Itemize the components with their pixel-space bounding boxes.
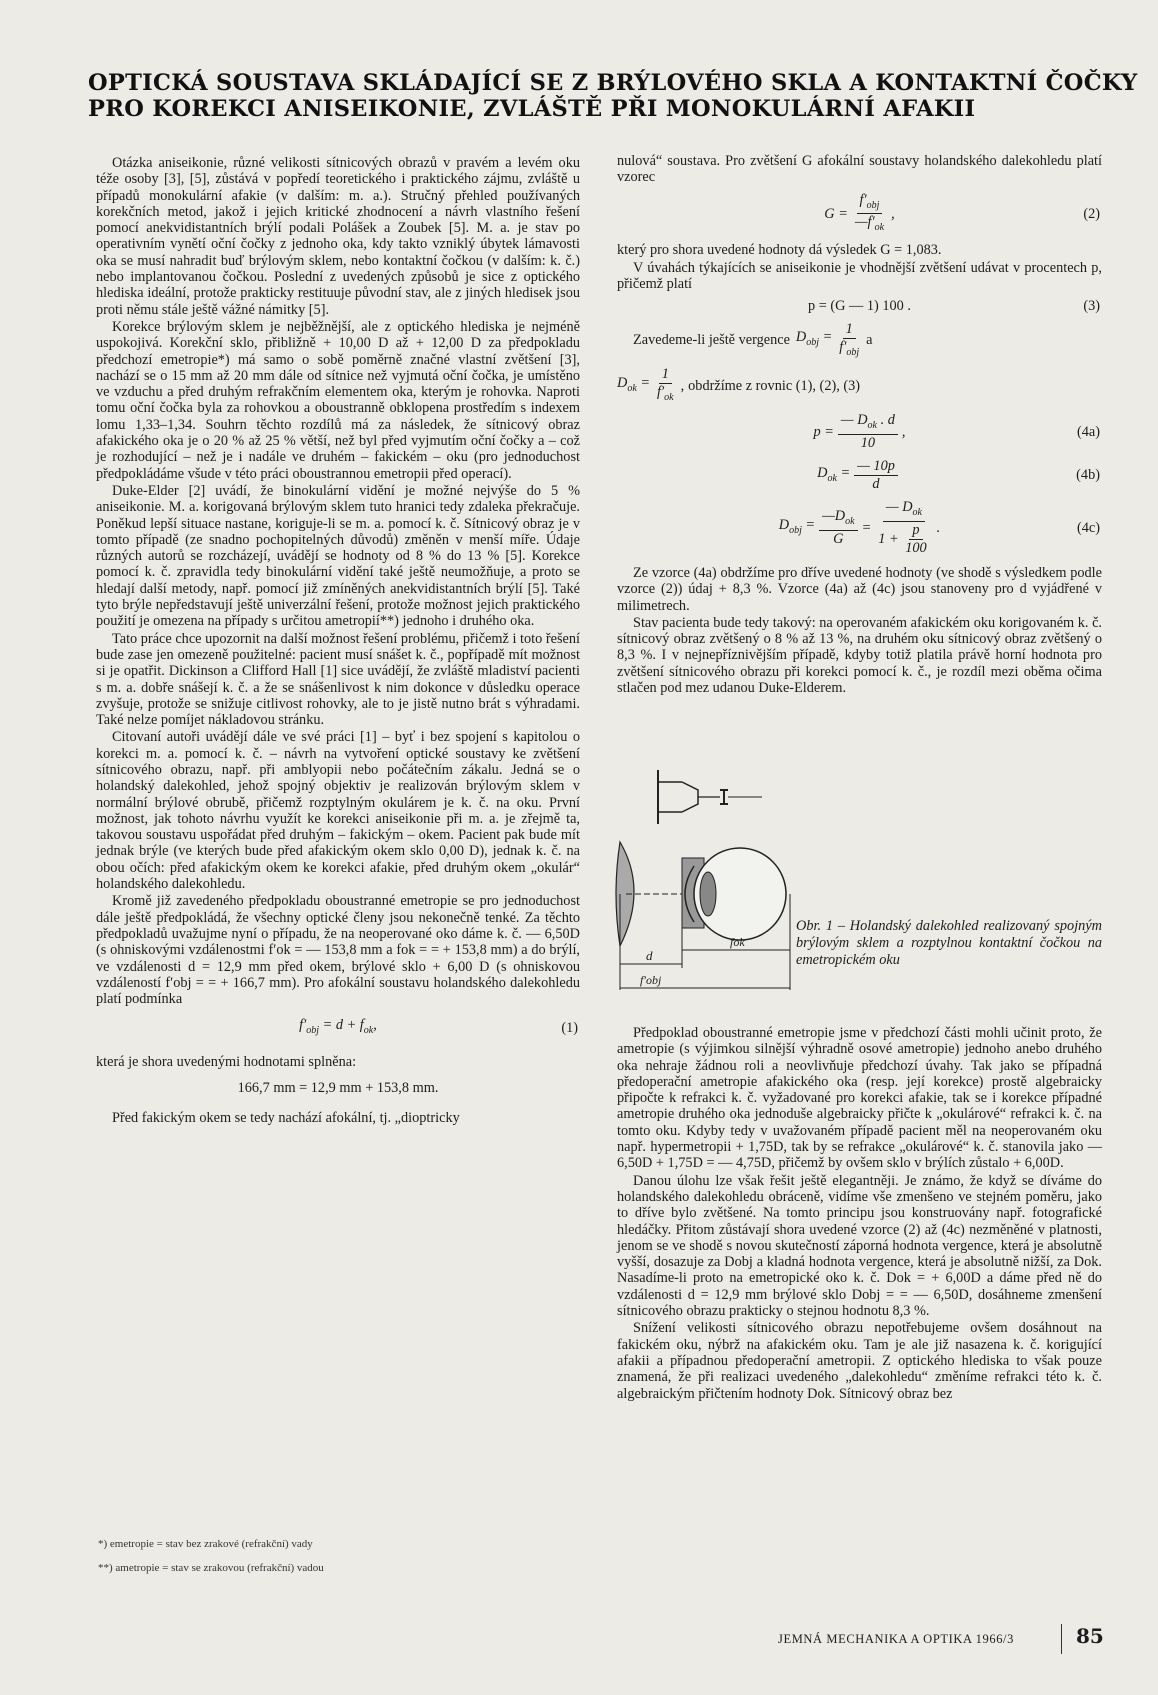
equation-4b: $D_{ok}$ = $\frac{— 10p}{d}$ (4b) — [817, 458, 1100, 493]
paragraph: Snížení velikosti sítnicového obrazu nepotřebujeme ovšem dosáhnout na fakickém oku, nýbrž na afakickém oku. Tam je ale již nasazena k. č. korigující afakii a případnou předoperační ametropii. Z optického hlediska to však pouze znamená, že při realizaci uvedeného „dalekohledu“ změníme refrakci této k. č. algebraickým přičtením hodnoty Dok. Sítnicový obraz bez — [617, 1320, 1102, 1402]
paragraph: Tato práce chce upozornit na další možnost řešení problému, přičemž i toto řešení bude zase jen omezeně použitelné: pacient musí snášet k. č., popřípadě mít možnost si je opatřit. Dickinson a Clifford Hall [1] sice uvádějí, že zvláště mladiství pacienti s m. a. dobře snášejí k. č. a že se snášenlivost k nim dokonce v důsledku operace zvyšuje, protože se snižuje citlivost rohovky, ale to je jistě nutno brát s výhradami. Také nelze pomíjet nákladovou stránku. — [96, 630, 580, 729]
paragraph: Otázka aniseikonie, různé velikosti sítnicových obrazů v pravém a levém oku téže osoby [3], [5], zůstává v popředí teoretického i praktického zájmu, zvláště u případů monokulární afakie (v dalším: m. a.). Stručný přehled používaných korekčních metod, jakož i jejich kritické zhodnocení a návrh vlastního řešení pomocí anekvidistantních brýlí podali Polášek a Zoubek [5]. M. a. je stav po operativním vynětí oční čočky z jednoho oka, kdy takto vzniklý úbytek lámavosti oka se musí nahradit buď brýlovým sklem, nebo kontaktní čočkou (v dalším: k. č.) nebo implantovanou čočkou. Poslední z uvedených způsobů je sice z optického hlediska ideální, protože prakticky restituuje původní stav, ale z jiných hledisek jsou proti němu stále ještě vážné námitky [5]. — [96, 155, 580, 318]
paragraph: Stav pacienta bude tedy takový: na operovaném afakickém oku korigovaném k. č. sítnicový obraz zvětšený o 8 % až 13 %, na druhém oku sítnicový obraz zvětšený o 8,3 %. I v nejnepříznivějším případě, kdyby totiž platila právě horní hodnota pro zvětšení sítnicového obrazu při korekci pomocí k. č., je rozdíl mezi oběma očima stlačen pod mez udanou Duke-Elderem. — [617, 614, 1102, 697]
equation-number: (4b) — [1076, 467, 1100, 484]
equation-calc: 166,7 mm = 12,9 mm + 153,8 mm. — [237, 1079, 439, 1096]
footer-divider — [1061, 1624, 1062, 1654]
article-title — [88, 70, 1138, 122]
right-column — [617, 153, 1102, 697]
equation-number: (4a) — [1076, 423, 1100, 440]
paragraph: Danou úlohu lze však řešit ještě elegantněji. Je známo, že když se díváme do holandského dalekohledu obráceně, vidíme vše zmenšeno ve stejném poměru, jako to dříve bylo zvětšené. Na tomto principu jsou konstruovány např. fotografické hledáčky. Přitom zůstávají shora uvedené vzorce (2) až (4c) nezměněné v platnosti, jenom se ve shodě s novou skutečností záporná hodnota vergence, která je absolutně vyšší, dosazuje za Dobj a kladná hodnota vergence, která je absolutně nižší, za Dok. Nasadíme-li proto na emetropické oko k. č. Dok = + 6,00D a dáme před ně do vzdálenosti d = 12,9 mm brýlové sklo Dobj = = — 6,50D, dosáhneme zmenšení sítnicového obrazu prakticky o stejnou hodnotu 8,3 %. — [617, 1172, 1102, 1320]
left-column — [96, 155, 580, 1127]
equation-3 — [617, 298, 1102, 314]
text: obdržíme z rovnic (1), (2), (3) — [688, 378, 861, 395]
equation-number: (1) — [561, 1020, 578, 1037]
paragraph: Korekce brýlovým sklem je nejběžnější, ale z optického hlediska je nejméně uspokojivá. Korekční sklo, přibližně + 10,00 D až + 12,00 D za předpokladu předchozí emetropie*) má samo o sobě poměrně značné vlastní zvětšení [3], nachází se o 15 mm až 20 mm dále od sítnice než vyjmutá oční čočka, je umístěno ve vzduchu a před druhým refrakčním elementem oka, kterým je rohovka. Naproti tomu oční čočka byla za rohovkou a oboustranně obklopena prostředím s indexem lomu 1,33–1,34. Souhrn těchto rozdílů má za následek, že sítnicový obraz afakického oka je o 20 % až 25 % větší, než byl před vyjmutím oční čočky a – což je rozhodující – než je i nadále ve druhém – fakickém – oku (pro jednoduchost předpokládáme všude v této práci oboustrannou emetropii před operací). — [96, 318, 580, 482]
paragraph: V úvahách týkajících se aniseikonie je vhodnější zvětšení udávat v procentech p, přičemž platí — [617, 259, 1102, 292]
figure-caption: Obr. 1 – Holandský dalekohled realizovaný spojným brýlovým sklem a rozptylnou kontaktní čočkou na emetropickém oku — [796, 918, 1102, 968]
footnote: *) emetropie = stav bez zrakové (refrakční) vady — [98, 1538, 313, 1550]
paragraph: Duke-Elder [2] uvádí, že binokulární vidění je možné nejvýše do 5 % aniseikonie. M. a. korigovaná brýlovým sklem tuto hranici tedy zdaleka překračuje. Poněkud lepší situace nastane, koriguje-li se m. a. pomocí k. č. Sítnicový obraz je v tomto případě (ze snadno pochopitelných důvodů) změněn v menší míře. Údaje různých autorů se rozcházejí, uvádějí se hodnoty od 8 % do 13 % [5]. Korekce pomocí k. č. zpravidla tedy binokulární vidění také ještě neumožňuje, a proto se hledají další metody, např. pomocí již zmíněných anekvidistantních brýlí [5]. Také tyto brýle nepředstavují ještě univerzální řešení, protože možnost jejich praktického použití je omezena na případy s určitou ametropií**) jednoho i druhého oka. — [96, 482, 580, 630]
footnote: **) ametropie = stav se zrakovou (refrakční) vadou — [98, 1562, 324, 1574]
paragraph: Citovaní autoři uvádějí dále ve své práci [1] – byť i bez spojení s kapitolou o korekci m. a. pomocí k. č. – návrh na vytvoření optické soustavy ke zvětšení sítnicového obrazu, např. při amblyopii nebo počátečním zákalu. Jedná se o holandský dalekohled, jehož spojný objektiv je realizován brýlovým sklem v normální brýlové obrubě, přičemž rozptylným okulárem je k. č. na oku. První možnost, jak tohoto návrhu využít ke korekci aniseikonie při m. a. je zřejmě ta, takovou soustavu uspořádat před druhým – fakickým – okem. Pacient pak bude mít jednak brýle (ve kterých bude před afakickým okem sklo 0,00 D), jednak k. č. na obou očích: před afakickým okem ke korekci afakie, před druhým okem „okulár“ holandského dalekohledu. — [96, 729, 580, 893]
paragraph: Ze vzorce (4a) obdržíme pro dříve uvedené hodnoty (ve shodě s výsledkem podle vzorce (2)) údaj + 8,3 %. Vzorce (4a) až (4c) jsou stanoveny pro d vyjádřené v milimetrech. — [617, 564, 1102, 614]
label-fok: fok — [730, 935, 745, 949]
paragraph: Před fakickým okem se tedy nachází afokální, tj. „dioptricky — [112, 1110, 460, 1127]
equation-number: (3) — [1083, 298, 1100, 315]
equation-number: (2) — [1083, 205, 1100, 222]
figure-schematic-small — [650, 762, 770, 832]
equation-4a: p = $\frac{— D_{ok} . d}{10}$ , (4a) — [813, 412, 1100, 452]
text: Zavedeme-li ještě vergence — [633, 332, 790, 349]
paragraph: který pro shora uvedené hodnoty dá výsledek G = 1,083. — [617, 242, 942, 259]
right-column-lower — [617, 1025, 1102, 1403]
equation-number: (4c) — [1076, 519, 1100, 536]
title-line-1: OPTICKÁ SOUSTAVA SKLÁDAJÍCÍ SE Z BRÝLOVÉHO SKLA A KONTAKTNÍ ČOČKY — [88, 70, 1138, 96]
equation-text: p = (G — 1) 100 . — [808, 298, 911, 315]
title-line-2: PRO KOREKCI ANISEIKONIE, ZVLÁŠTĚ PŘI MONOKULÁRNÍ AFAKII — [88, 96, 976, 122]
vergence-definition-2: $D_{ok}$ = $\frac{1}{f'_{ok}}$ , obdržíme z rovnic (1), (2), (3) — [617, 366, 861, 404]
paragraph: Kromě již zavedeného předpokladu oboustranné emetropie se pro jednoduchost dále ještě předpokládá, že všechny optické členy jsou nekonečně tenké. Za těchto předpokladů uvažujme nyní o případu, že na neoperované oko dáme k. č. — 6,50D (s ohniskovými vzdálenostmi f′ok = — 153,8 mm a fok = = + 153,8 mm) a do brýlí, ve vzdálenosti d = 12,9 mm před okem, brýlové sklo + 6,00 D (s ohniskovou vzdáleností f′obj = = + 166,7 mm). Pro afokální soustavu holandského dalekohledu platí podmínka — [96, 893, 580, 1008]
label-fobj: f′obj — [640, 973, 662, 987]
journal-name: JEMNÁ MECHANIKA A OPTIKA 1966/3 — [778, 1632, 1014, 1646]
page-number: 85 — [1076, 1624, 1104, 1648]
equation-4c: $D_{obj}$ = $\frac{—D_{ok}}{G}$ = — $D_{ok}$ 1 + $\frac{p}{100}$ . (4c) — [778, 499, 1100, 556]
label-d: d — [646, 948, 653, 963]
paragraph: která je shora uvedenými hodnotami splněna: — [96, 1053, 357, 1070]
paragraph: Předpoklad oboustranné emetropie jsme v předchozí části mohli učinit proto, že ametropie (s výjimkou silnější výhradně osové ametropie) jednoho anebo druhého oka nehraje žádnou roli a neovlivňuje předchozí úvahy. Tak jako se případná předoperační ametropie afakického oka (resp. její korekce) prostě algebraicky připočte k refrakci k. č. vyžadované pro korekci afakie, tak se i korekce případné ametropie druhého oka jednoduše algebraicky přičte k „okulárové“ refrakci k. č. na tomto oku. Kdyby tedy v uvažovaném případě pacient měl na neoperovaném oku např. hypermetropii + 1,75D, tak by se refrakce „okulárové“ k. č. stanovila jako — 6,50D + 1,75D = — 4,75D, přičemž by ovšem sklo v brýlích zůstalo + 6,00D. — [617, 1025, 1102, 1172]
equation-2: G = $\frac{f'_{obj}}{—f'_{ok}}$ , (2) — [824, 191, 1100, 234]
equation-1: $f'_{obj} = d + f_{ok}$, (1) — [299, 1017, 578, 1037]
vergence-definition: Zavedeme-li ještě vergence $D_{obj}$ = $\frac{1}{f'_{obj}}$ a — [633, 320, 873, 358]
paragraph: nulová“ soustava. Pro zvětšení G afokální soustavy holandského dalekohledu platí vzorec — [617, 153, 1102, 186]
